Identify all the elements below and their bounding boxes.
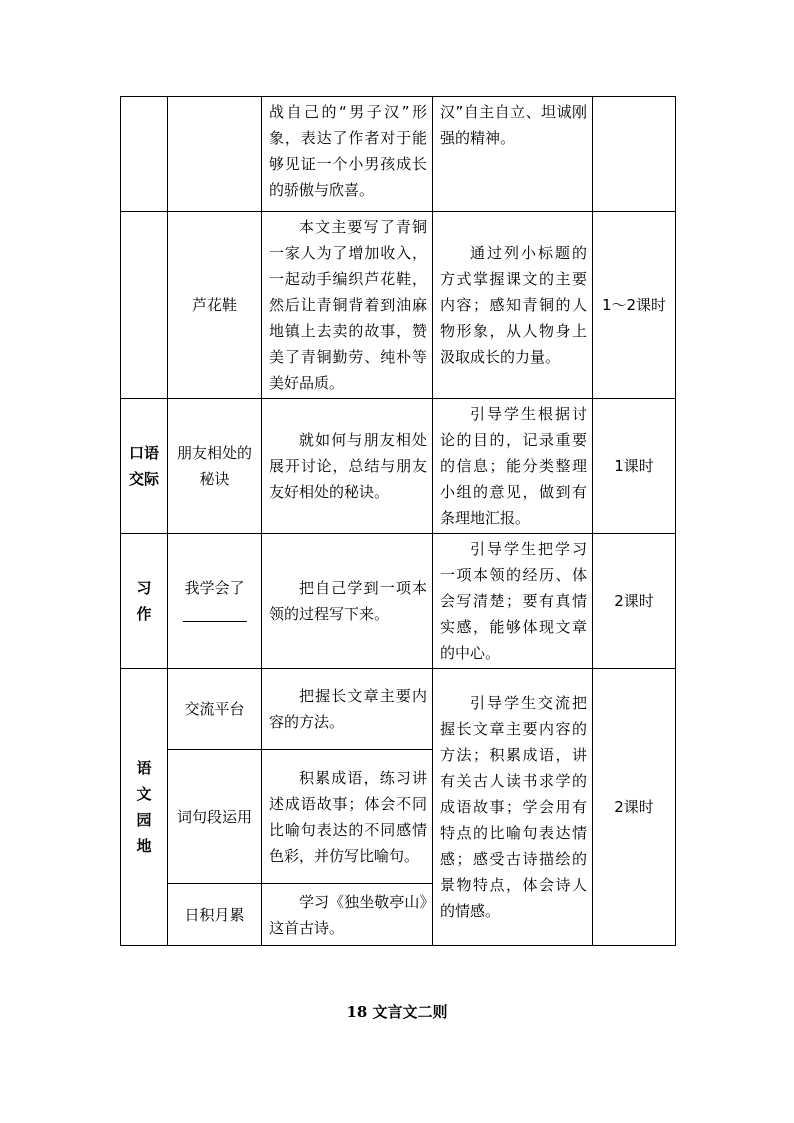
fill-blank-line: [183, 607, 247, 622]
unit-cell: [121, 97, 168, 212]
content-cell: 积累成语，练习讲述成语故事；体会不同比喻句表达的不同感情色彩，并仿写比喻句。: [262, 750, 433, 884]
teaching-plan-table: [120, 96, 676, 946]
lesson-name-cell: [168, 97, 262, 212]
goal-cell: 引导学生把学习一项本领的经历、体会写清楚；要有真情实感，能够体现文章的中心。: [433, 534, 593, 669]
table-row: [121, 534, 676, 669]
table-row: [121, 212, 676, 399]
content-cell: 把自己学到一项本领的过程写下来。: [262, 534, 433, 669]
unit-cell: 语文园地: [121, 669, 168, 946]
lesson-name-cell: 日积月累: [168, 884, 262, 946]
unit-cell: [121, 212, 168, 399]
time-cell: 2课时: [593, 534, 676, 669]
content-cell: 本文主要写了青铜一家人为了增加收入，一起动手编织芦花鞋，然后让青铜背着到油麻地镇上去卖的故事，赞美了青铜勤劳、纯朴等美好品质。: [262, 212, 433, 399]
lesson-name-cell: 交流平台: [168, 669, 262, 750]
content-cell: 就如何与朋友相处展开讨论，总结与朋友友好相处的秘诀。: [262, 399, 433, 534]
unit-cell: 习作: [121, 534, 168, 669]
goal-cell: 引导学生交流把握长文章主要内容的方法；积累成语，讲有关古人读书求学的成语故事；学会用有特点的比喻句表达情感；感受古诗描绘的景物特点，体会诗人的情感。: [433, 669, 593, 946]
time-cell: [593, 97, 676, 212]
lesson-name-cell: 朋友相处的秘诀: [168, 399, 262, 534]
goal-cell: 汉”自主自立、坦诚刚强的精神。: [433, 97, 593, 212]
goal-cell: 通过列小标题的方式掌握课文的主要内容；感知青铜的人物形象，从人物身上汲取成长的力量。: [433, 212, 593, 399]
goal-cell: 引导学生根据讨论的目的，记录重要的信息；能分类整理小组的意见，做到有条理地汇报。: [433, 399, 593, 534]
table-row: [121, 399, 676, 534]
lesson-name-cell: [168, 534, 262, 669]
time-cell: 1～2课时: [593, 212, 676, 399]
lesson-title: 18 文言文二则: [346, 1003, 448, 1021]
unit-cell: 口语交际: [121, 399, 168, 534]
content-cell: 战自己的“男子汉”形象，表达了作者对于能够见证一个小男孩成长的骄傲与欣喜。: [262, 97, 433, 212]
lesson-name-cell: 词句段运用: [168, 750, 262, 884]
time-cell: 1课时: [593, 399, 676, 534]
lesson-name-text: 我学会了: [184, 579, 245, 597]
content-cell: 学习《独坐敬亭山》这首古诗。: [262, 884, 433, 946]
time-cell: 2课时: [593, 669, 676, 946]
content-cell: 把握长文章主要内容的方法。: [262, 669, 433, 750]
table-row: [121, 97, 676, 212]
table-row: [121, 669, 676, 750]
lesson-name-cell: 芦花鞋: [168, 212, 262, 399]
